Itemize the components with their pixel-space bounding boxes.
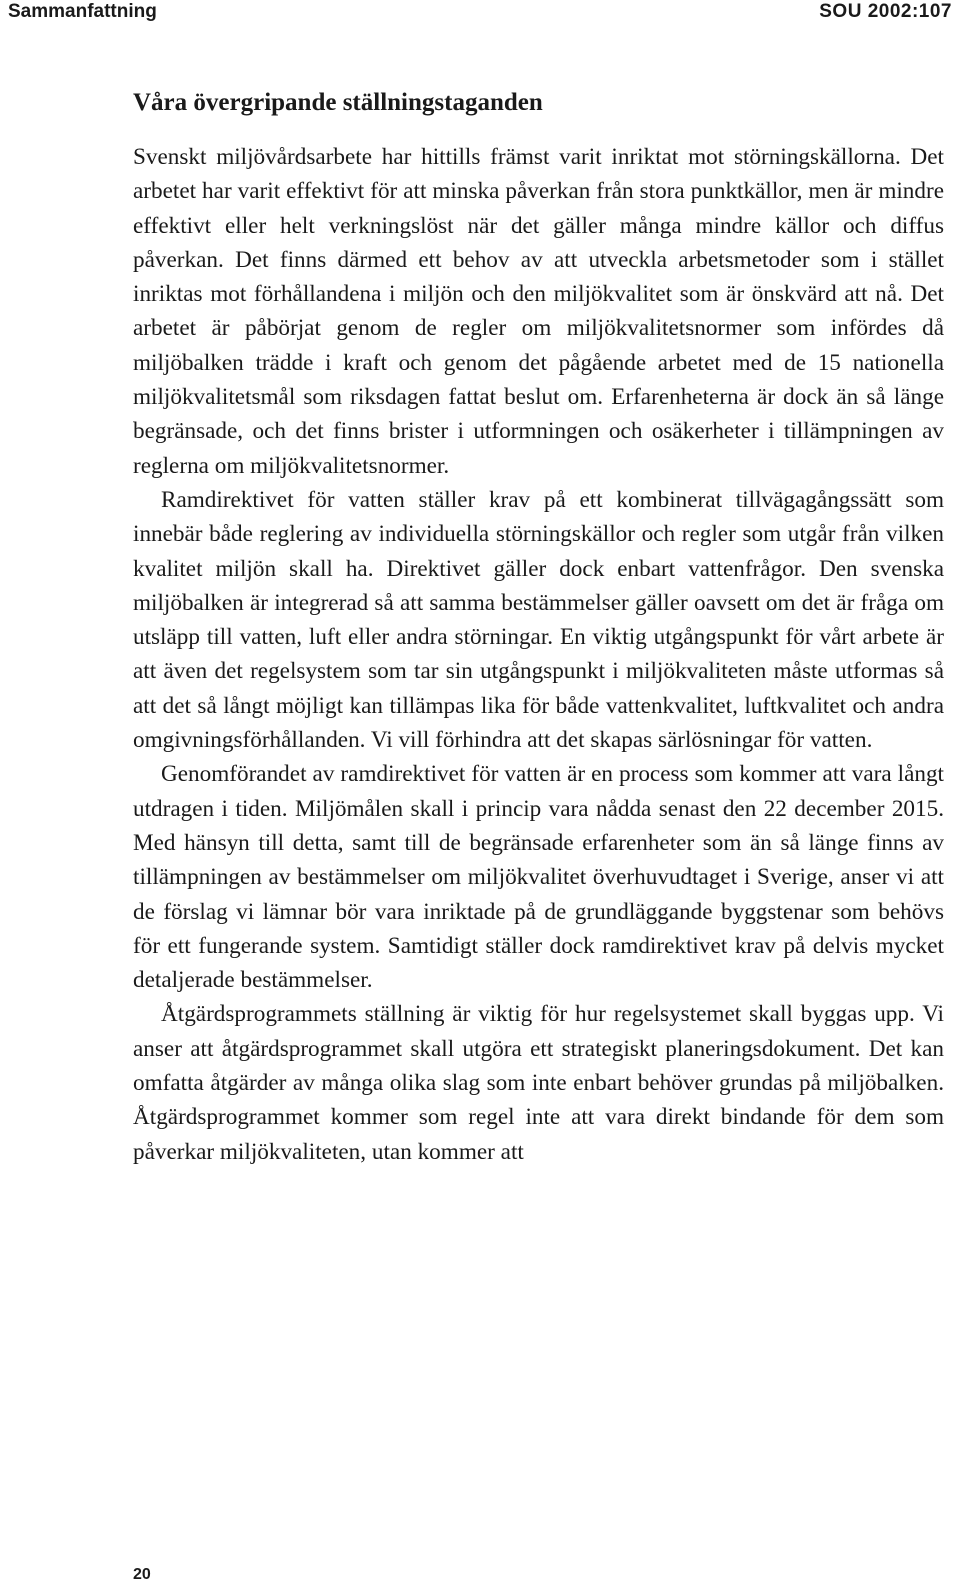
paragraph-1: Svenskt miljövårdsarbete har hittills främst varit inriktat mot störningskällorna. Det arbetet har varit effektivt för att minska påverkan från stora punktkällor, men är mindre effektivt eller helt verkningslöst när det gäller många mindre källor och diffus påverkan. Det finns därmed ett behov av att utveckla arbetsmetoder som i stället inriktas mot förhållandena i miljön och den miljökvalitet som är önskvärd att nå. Det arbetet är påbörjat genom de regler om miljökvalitetsnormer som infördes då miljöbalken trädde i kraft och genom det pågående arbetet med de 15 nationella miljökvalitetsmål som riksdagen fattat beslut om. Erfarenheterna är dock än så länge begränsade, och det finns brister i utformningen och osäkerheter i tillämpningen av reglerna om miljökvalitetsnormer. bbox=[133, 144, 944, 479]
paragraph-4: Åtgärdsprogrammets ställning är viktig för hur regelsystemet skall byggas upp. Vi anser att åtgärdsprogrammet skall utgöra ett strategiskt planeringsdokument. Det kan omfatta åtgärder av många olika slag som inte enbart behöver grundas på miljöbalken. Åtgärdsprogrammet kommer som regel inte att vara direkt bindande för dem som påverkar miljökvaliteten, utan kommer att bbox=[133, 1001, 944, 1165]
page-number: 20 bbox=[133, 1566, 151, 1583]
paragraph-3: Genomförandet av ramdirektivet för vatten är en process som kommer att vara långt utdragen i tiden. Miljömålen skall i princip vara nådda senast den 22 december 2015. Med hänsyn till detta, samt till de begränsade erfarenheter som än så länge finns av tillämpningen av bestämmelser om miljökvalitet överhuvudtaget i Sverige, anser vi att de förslag vi lämnar bör vara inriktade på de grundläggande byggstenar som behövs för ett fungerande system. Samtidigt ställer dock ramdirektivet krav på delvis mycket detaljerade bestämmelser. bbox=[133, 761, 944, 994]
section-title: Våra övergripande ställningstaganden bbox=[133, 89, 543, 116]
paragraph-2: Ramdirektivet för vatten ställer krav på ett kombinerat tillvägagångssätt som innebär både reglering av individuella störningskällor och regler som utgår från vilken kvalitet miljön skall ha. Direktivet gäller dock enbart vattenfrågor. Den svenska miljöbalken är integrerad så att samma bestämmelser gäller oavsett om det är fråga om utsläpp till vatten, luft eller andra störningar. En viktig utgångspunkt för vårt arbete är att även det regelsystem som tar sin utgångspunkt i miljökvaliteten måste utformas så att det så långt möjligt kan tillämpas lika för både vattenkvalitet, luftkvalitet och andra omgivningsförhållanden. Vi vill förhindra att det skapas särlösningar för vatten. bbox=[133, 486, 944, 754]
page-header bbox=[0, 0, 960, 24]
page-body bbox=[133, 86, 944, 1169]
header-chapter-title: Sammanfattning bbox=[8, 1, 157, 22]
header-document-id: SOU 2002:107 bbox=[819, 1, 952, 22]
